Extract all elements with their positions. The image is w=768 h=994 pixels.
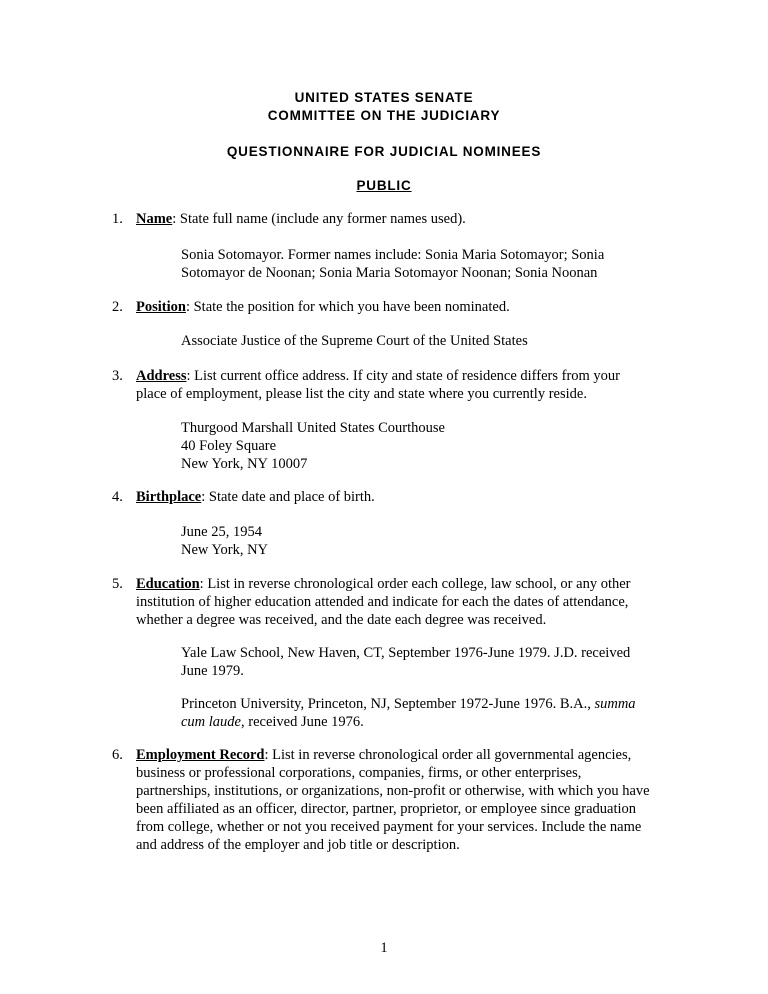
header-senate: UNITED STATES SENATE — [294, 90, 474, 105]
answer-text: Princeton University, Princeton, NJ, September 1972-June 1976. B.A., — [181, 696, 595, 712]
answer-line: Thurgood Marshall United States Courthouse — [181, 420, 445, 436]
question-prompt: : List current office address. If city and state of residence differs from your — [186, 368, 620, 384]
question-prompt: : State full name (include any former names used). — [172, 211, 466, 227]
question-prompt: been affiliated as an officer, director, partner, proprietor, or employee since graduation — [136, 801, 636, 817]
question-address — [112, 367, 682, 403]
question-number: 6. — [112, 747, 123, 763]
question-number: 4. — [112, 489, 123, 505]
answer-line: June 1979. — [181, 663, 244, 679]
question-label: Education — [136, 576, 200, 592]
question-number: 2. — [112, 299, 123, 315]
answer-text: , received June 1976. — [241, 714, 364, 730]
question-prompt: from college, whether or not you received payment for your services. Include the name — [136, 819, 642, 835]
question-prompt: institution of higher education attended and indicate for each the dates of attendance, — [136, 594, 629, 610]
question-prompt: business or professional corporations, companies, firms, or other enterprises, — [136, 765, 582, 781]
header-questionnaire: QUESTIONNAIRE FOR JUDICIAL NOMINEES — [226, 144, 542, 159]
question-number: 1. — [112, 211, 123, 227]
question-label: Employment Record — [136, 747, 265, 763]
question-employment-record — [112, 746, 682, 854]
page-number: 1 — [380, 940, 388, 956]
question-name — [112, 210, 682, 228]
answer-line: 40 Foley Square — [181, 438, 277, 454]
header-committee: COMMITTEE ON THE JUDICIARY — [267, 108, 501, 123]
answer-line: New York, NY — [181, 542, 269, 558]
question-prompt: place of employment, please list the city and state where you currently reside. — [136, 386, 587, 402]
question-prompt: : List in reverse chronological order all governmental agencies, — [264, 747, 632, 763]
question-education — [112, 575, 682, 629]
answer-italic-summa: summa — [594, 696, 636, 712]
question-label: Birthplace — [136, 489, 202, 505]
question-prompt: : List in reverse chronological order each college, law school, or any other — [199, 576, 631, 592]
question-prompt: : State date and place of birth. — [201, 489, 375, 505]
answer-line: Associate Justice of the Supreme Court of the United States — [181, 333, 528, 349]
answer-education-yale — [181, 644, 671, 680]
header-public: PUBLIC — [356, 178, 412, 193]
question-prompt: : State the position for which you have been nominated. — [185, 299, 510, 315]
answer-name — [181, 246, 671, 282]
answer-line: Yale Law School, New Haven, CT, September 1976-June 1979. J.D. received — [181, 645, 631, 661]
question-label: Address — [136, 368, 187, 384]
question-label: Name — [136, 211, 173, 227]
question-prompt: and address of the employer and job title or description. — [136, 837, 460, 853]
question-number: 5. — [112, 576, 123, 592]
question-birthplace — [112, 488, 682, 506]
question-position — [112, 298, 682, 316]
question-prompt: partnerships, institutions, or organizations, non-profit or otherwise, with which you have — [136, 783, 650, 799]
answer-line: Sotomayor de Noonan; Sonia Maria Sotomayor Noonan; Sonia Noonan — [181, 265, 598, 281]
answer-address — [181, 419, 671, 473]
answer-line: June 25, 1954 — [181, 524, 262, 540]
question-number: 3. — [112, 368, 123, 384]
answer-line: New York, NY 10007 — [181, 456, 308, 472]
answer-birthplace — [181, 523, 671, 559]
question-label: Position — [136, 299, 186, 315]
answer-position — [181, 332, 671, 350]
answer-education-princeton — [181, 695, 671, 731]
question-prompt: whether a degree was received, and the date each degree was received. — [136, 612, 547, 628]
answer-line: Sonia Sotomayor. Former names include: Sonia Maria Sotomayor; Sonia — [181, 247, 605, 263]
answer-italic-cum-laude: cum laude — [181, 714, 241, 730]
